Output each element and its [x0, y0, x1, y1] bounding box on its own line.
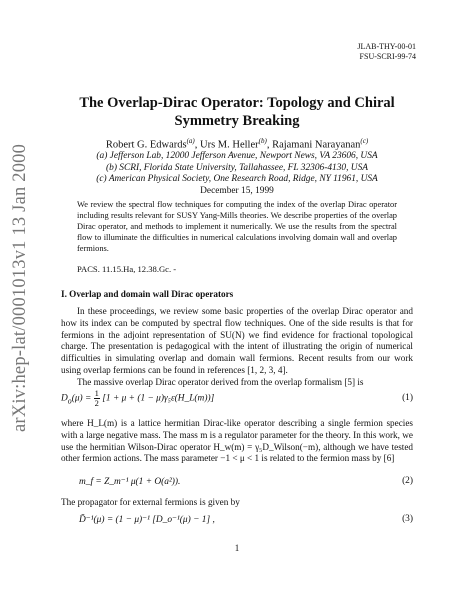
- author-1-affil: (a): [186, 137, 195, 145]
- equation-1-body: [61, 389, 214, 408]
- eq1-lhs: D: [61, 393, 68, 404]
- author-separator: ,: [266, 139, 273, 151]
- equation-3-number: (3): [402, 514, 413, 524]
- paragraph-4-block: [61, 497, 413, 509]
- equation-1: [61, 389, 413, 413]
- affiliations: [60, 151, 414, 197]
- equation-3-body: D̃⁻¹(μ) = (1 − μ)⁻¹ [D_o⁻¹(μ) − 1] ,: [79, 515, 215, 525]
- author-2: Urs M. Heller: [200, 139, 259, 151]
- section-heading: I. Overlap and domain wall Dirac operators: [61, 289, 234, 299]
- equation-2-body: m_f = Z_m⁻¹ μ(1 + O(a²)).: [79, 477, 181, 487]
- eq1-lhs-sub: o: [67, 396, 72, 406]
- equation-1-number: (1): [402, 393, 413, 403]
- author-3-affil: (c): [360, 137, 369, 145]
- affiliation-a: (a) Jefferson Lab, 12000 Jefferson Avenue, Newport News, VA 23606, USA: [96, 151, 378, 161]
- affiliation-b: (b) SCRI, Florida State University, Tallahassee, FL 32306-4130, USA: [106, 162, 368, 173]
- paragraph-3: where H_L(m) is a lattice hermitian Dirac-like operator describing a single fermion species with a large negative mass. The mass m is a regulator parameter for the theory. In this work, we use the hermitian Wilson-Dirac operator H_w(m) = γ₅D_Wilson(−m), although we have tested other fermion actions. The mass parameter −1 < μ < 1 is related to the fermion mass by [6]: [61, 418, 413, 464]
- paper-title: The Overlap-Dirac Operator: Topology and Chiral Symmetry Breaking: [79, 95, 395, 129]
- paragraph-1: In these proceedings, we review some basic properties of the overlap Dirac operator and how its index can be computed by spectral flow techniques. One of the side results is that for fermions in the adjoint representation of SU(N) we find evidence for fractional topological charge. The presentation is pedagogical with the intent of illustrating the origin of numerical difficulties in simulating overlap and domain wall fermions. Recent results from our work using overlap fermions can be found in references [1, 2, 3, 4].: [61, 306, 413, 375]
- author-1: Robert G. Edwards: [105, 139, 187, 151]
- eq1-fraction: [94, 389, 100, 408]
- eq1-rhs: [1 + μ + (1 − μ)γ₅ε(H_L(m))]: [102, 393, 215, 404]
- eq1-denominator: 2: [94, 398, 99, 408]
- equation-3: [61, 514, 413, 538]
- paragraph-3-block: [61, 418, 413, 465]
- report-id-1: JLAB-THY-00-01: [357, 42, 416, 51]
- eq1-lhs-arg: (μ) =: [71, 393, 92, 404]
- equation-2-number: (2): [402, 476, 413, 486]
- paper-date: December 15, 1999: [200, 185, 274, 196]
- affiliation-c: (c) American Physical Society, One Research Road, Ridge, NY 11961, USA: [96, 174, 378, 184]
- arxiv-stamp: arXiv:hep-lat/0001013v1 13 Jan 2000: [10, 143, 30, 432]
- author-separator: ,: [194, 139, 201, 151]
- report-id-2: FSU-SCRI-99-74: [359, 51, 416, 61]
- page-number: 1: [234, 543, 240, 553]
- paragraph-intro: [61, 306, 413, 389]
- eq1-numerator: 1: [94, 388, 99, 398]
- pacs-codes: PACS. 11.15.Ha, 12.38.Gc. -: [77, 264, 177, 274]
- paragraph-2: The massive overlap Dirac operator derived from the overlap formalism [5] is: [77, 376, 364, 387]
- author-line: [60, 135, 414, 152]
- author-3: Rajamani Narayanan: [272, 139, 361, 151]
- report-ids: [357, 42, 416, 61]
- abstract: We review the spectral flow techniques for computing the index of the overlap Dirac operator including results relevant for SUSY Yang-Mills theories. We describe properties of the overlap Dirac operator, and methods to implement it numerically. We use the results from the spectral flow to illuminate the difficulties in numerical calculations involving domain wall and overlap fermions.: [77, 200, 397, 253]
- author-2-affil: (b): [258, 137, 267, 145]
- paragraph-4: The propagator for external fermions is given by: [61, 497, 240, 507]
